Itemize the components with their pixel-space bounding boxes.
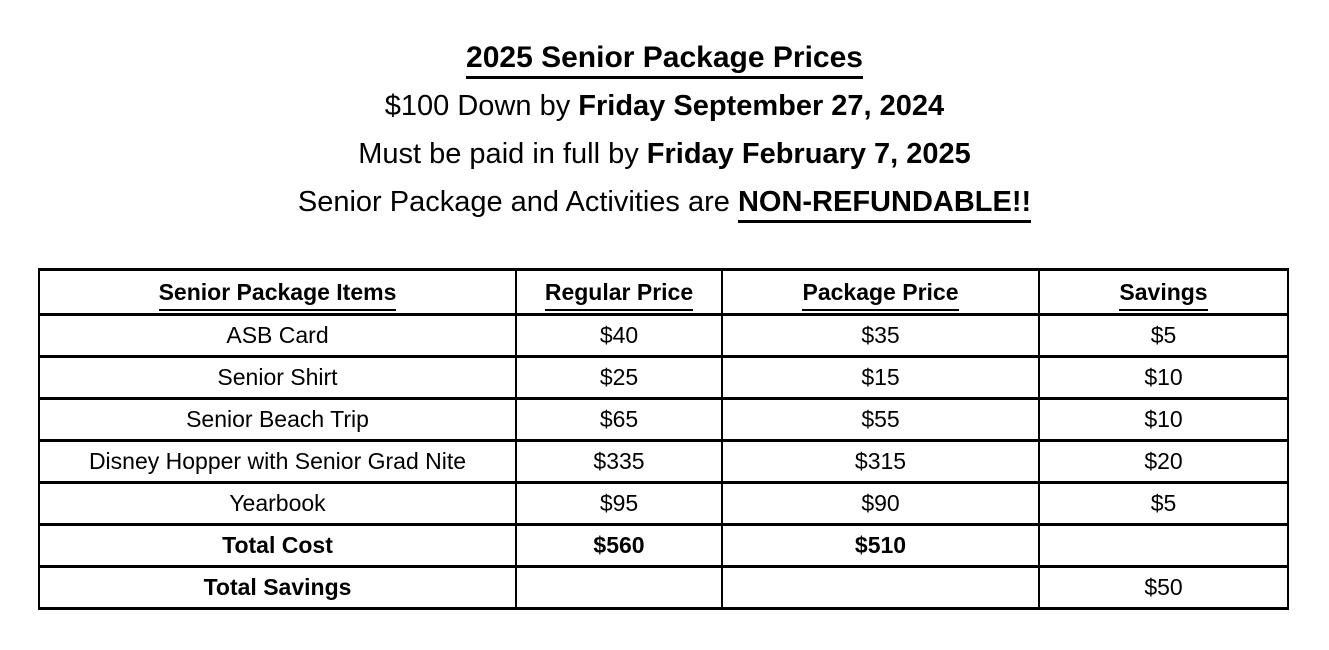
table-cell-item: Total Cost [39, 525, 516, 567]
table-cell-item: Yearbook [39, 483, 516, 525]
table-cell-item: Disney Hopper with Senior Grad Nite [39, 441, 516, 483]
table-cell-regular: $335 [516, 441, 722, 483]
page-title [0, 34, 1329, 82]
page-title-text: 2025 Senior Package Prices [466, 41, 863, 79]
table-cell-package: $90 [722, 483, 1039, 525]
full-payment-prefix: Must be paid in full by [358, 138, 647, 170]
table-cell-item: Senior Shirt [39, 357, 516, 399]
refund-policy-prefix: Senior Package and Activities are [297, 186, 738, 218]
full-payment-deadline-line [0, 130, 1329, 178]
full-payment-date: Friday February 7, 2025 [646, 138, 971, 170]
deposit-deadline-prefix: $100 Down by [384, 90, 579, 122]
table-cell-savings: $10 [1039, 357, 1288, 399]
table-cell-regular: $560 [516, 525, 722, 567]
table-cell-item: ASB Card [39, 315, 516, 357]
price-table [38, 268, 1289, 610]
deposit-deadline-date: Friday September 27, 2024 [578, 90, 945, 122]
table-row [39, 441, 1288, 483]
table-cell-package: $15 [722, 357, 1039, 399]
deposit-deadline-line [0, 82, 1329, 130]
table-cell-item: Senior Beach Trip [39, 399, 516, 441]
table-row [39, 483, 1288, 525]
column-header-savings: Savings [1039, 270, 1288, 315]
table-row-total-cost [39, 525, 1288, 567]
table-cell-package: $315 [722, 441, 1039, 483]
document-header [0, 0, 1329, 226]
table-cell-package [722, 567, 1039, 609]
table-row [39, 399, 1288, 441]
table-cell-savings: $20 [1039, 441, 1288, 483]
table-cell-package: $55 [722, 399, 1039, 441]
table-cell-regular: $65 [516, 399, 722, 441]
table-cell-regular [516, 567, 722, 609]
column-header-items: Senior Package Items [39, 270, 516, 315]
table-cell-regular: $25 [516, 357, 722, 399]
table-row-total-savings [39, 567, 1288, 609]
table-row [39, 357, 1288, 399]
table-cell-package: $510 [722, 525, 1039, 567]
column-header-package-price: Package Price [722, 270, 1039, 315]
refund-policy-line [0, 178, 1329, 226]
table-cell-package: $35 [722, 315, 1039, 357]
table-cell-regular: $40 [516, 315, 722, 357]
table-cell-savings [1039, 525, 1288, 567]
refund-policy-emphasis: NON-REFUNDABLE!! [738, 185, 1031, 223]
table-cell-savings: $5 [1039, 483, 1288, 525]
table-row [39, 315, 1288, 357]
table-cell-savings: $5 [1039, 315, 1288, 357]
table-cell-savings: $10 [1039, 399, 1288, 441]
column-header-regular-price: Regular Price [516, 270, 722, 315]
table-cell-item: Total Savings [39, 567, 516, 609]
table-cell-regular: $95 [516, 483, 722, 525]
table-header-row [39, 270, 1288, 315]
table-cell-savings: $50 [1039, 567, 1288, 609]
